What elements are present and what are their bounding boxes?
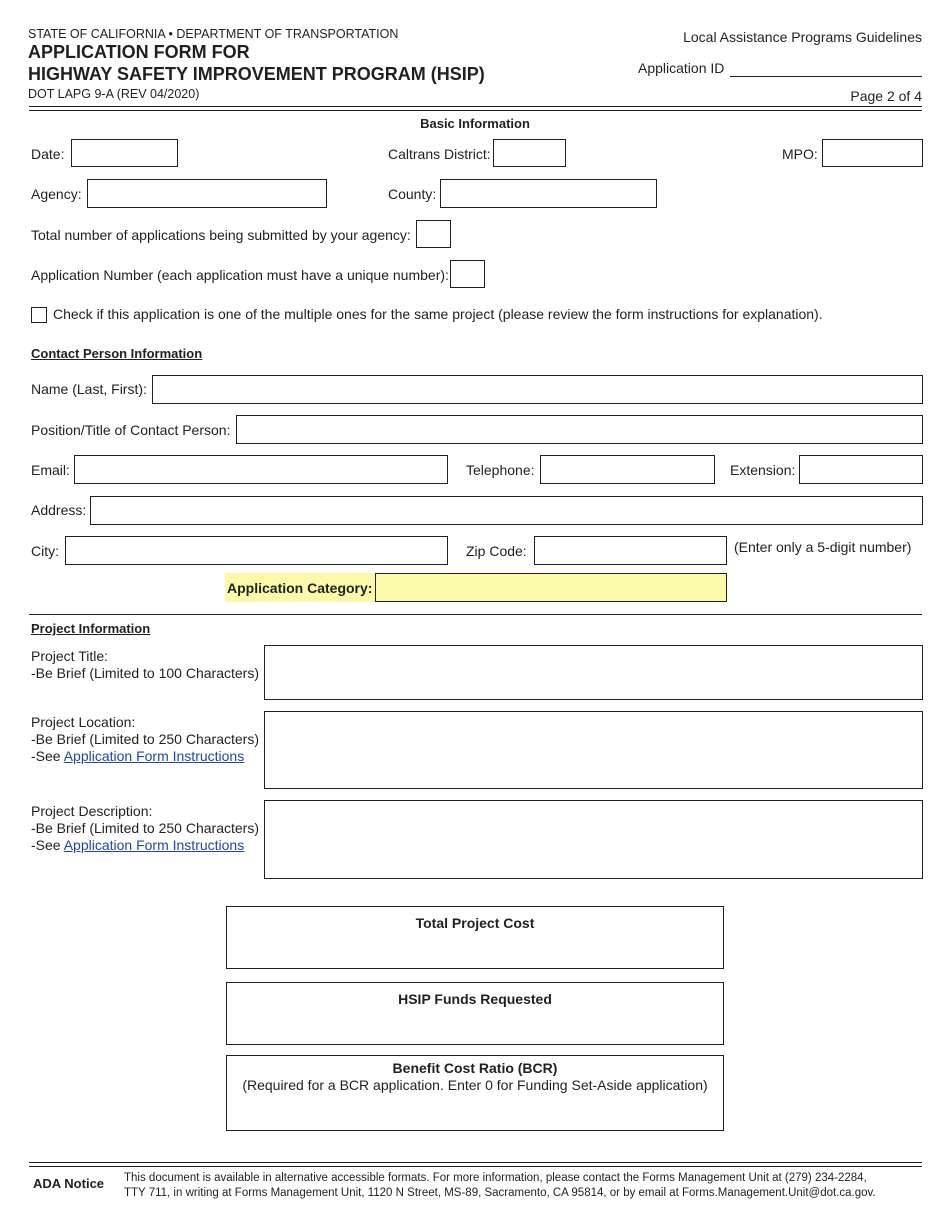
project-description-label: Project Description:: [31, 803, 153, 819]
project-title-field[interactable]: [264, 645, 923, 700]
address-field[interactable]: [90, 496, 923, 525]
section-divider: [29, 614, 922, 615]
agency-field[interactable]: [87, 179, 327, 208]
total-applications-label: Total number of applications being submitted by your agency:: [31, 227, 411, 243]
contact-name-field[interactable]: [152, 375, 923, 404]
header-rule-top: [29, 106, 922, 107]
project-title-label: Project Title:: [31, 648, 109, 664]
form-title-line1: APPLICATION FORM FOR: [28, 42, 250, 62]
total-project-cost-field[interactable]: [226, 906, 724, 969]
project-description-field[interactable]: [264, 800, 923, 879]
project-location-hint: -Be Brief (Limited to 250 Characters): [31, 731, 259, 747]
project-description-hint: -Be Brief (Limited to 250 Characters): [31, 820, 259, 836]
project-location-instructions-link[interactable]: Application Form Instructions: [63, 748, 245, 764]
county-label: County:: [388, 186, 437, 202]
email-label: Email:: [31, 462, 70, 478]
email-field[interactable]: [74, 455, 448, 484]
guidelines-title: Local Assistance Programs Guidelines: [683, 29, 922, 45]
zip-code-field[interactable]: [534, 536, 727, 565]
county-field[interactable]: [440, 179, 657, 208]
project-location-label: Project Location:: [31, 714, 136, 730]
application-category-label: Application Category:: [227, 580, 373, 596]
caltrans-district-label: Caltrans District:: [388, 146, 491, 162]
city-label: City:: [31, 543, 59, 559]
project-title-hint: -Be Brief (Limited to 100 Characters): [31, 665, 259, 681]
total-applications-field[interactable]: [416, 220, 451, 248]
footer-rule-top: [29, 1162, 922, 1163]
address-label: Address:: [31, 502, 87, 518]
project-location-label-group: [31, 714, 259, 765]
contact-name-label: Name (Last, First):: [31, 381, 147, 397]
project-description-see: -See: [31, 837, 64, 853]
form-number: DOT LAPG 9-A (REV 04/2020): [28, 87, 200, 101]
basic-information-heading: Basic Information: [420, 116, 530, 131]
header-rule-bottom: [29, 110, 922, 111]
telephone-field[interactable]: [540, 455, 715, 484]
mpo-label: MPO:: [782, 146, 818, 162]
application-number-field[interactable]: [450, 260, 485, 288]
project-description-label-group: [31, 803, 259, 854]
project-location-field[interactable]: [264, 711, 923, 789]
total-project-cost-label: Total Project Cost: [415, 915, 535, 931]
telephone-label: Telephone:: [466, 462, 535, 478]
form-title-line2: HIGHWAY SAFETY IMPROVEMENT PROGRAM (HSIP): [28, 64, 485, 84]
multiple-application-checkbox[interactable]: [31, 307, 47, 323]
zip-code-hint: (Enter only a 5-digit number): [734, 539, 912, 555]
extension-label: Extension:: [730, 462, 796, 478]
project-description-instructions-link[interactable]: Application Form Instructions: [63, 837, 245, 853]
application-id-label: Application ID: [638, 60, 725, 76]
application-id-field[interactable]: [730, 60, 922, 77]
ada-notice-text: [124, 1171, 916, 1201]
project-title-label-group: [31, 648, 259, 682]
application-category-label-cell: [225, 573, 376, 602]
benefit-cost-ratio-label: Benefit Cost Ratio (BCR): [392, 1060, 558, 1076]
benefit-cost-ratio-field[interactable]: [226, 1055, 724, 1131]
contact-position-field[interactable]: [236, 415, 923, 444]
agency-line: STATE OF CALIFORNIA • DEPARTMENT OF TRANSPORTATION: [28, 27, 399, 41]
application-number-label: Application Number (each application must have a unique number):: [31, 267, 449, 283]
zip-code-label: Zip Code:: [466, 543, 527, 559]
application-category-field[interactable]: [375, 573, 727, 602]
project-information-heading: Project Information: [31, 621, 151, 636]
hsip-funds-requested-field[interactable]: [226, 982, 724, 1045]
agency-label: Agency:: [31, 186, 82, 202]
ada-notice-label: ADA Notice: [33, 1176, 105, 1191]
multiple-application-label: Check if this application is one of the multiple ones for the same project (please review the form instructions for explanation).: [53, 306, 823, 322]
project-location-see: -See: [31, 748, 64, 764]
ada-notice-line2: TTY 711, in writing at Forms Management Unit, 1120 N Street, MS-89, Sacramento, CA 95814, or by email at Forms.Management.Unit@dot.ca.gov.: [124, 1187, 876, 1199]
date-field[interactable]: [71, 139, 178, 167]
hsip-funds-requested-label: HSIP Funds Requested: [398, 991, 552, 1007]
contact-person-heading: Contact Person Information: [31, 346, 203, 361]
caltrans-district-field[interactable]: [493, 139, 566, 167]
city-field[interactable]: [65, 536, 448, 565]
mpo-field[interactable]: [822, 139, 923, 167]
ada-notice-line1: This document is available in alternative accessible formats. For more information, please contact the Forms Management Unit at (279) 234-2284,: [124, 1172, 867, 1184]
extension-field[interactable]: [799, 455, 923, 484]
benefit-cost-ratio-note: (Required for a BCR application. Enter 0 for Funding Set-Aside application): [242, 1077, 708, 1093]
date-label: Date:: [31, 146, 65, 162]
contact-position-label: Position/Title of Contact Person:: [31, 422, 231, 438]
footer-rule-bottom: [29, 1166, 922, 1167]
page-number: Page 2 of 4: [850, 88, 922, 104]
